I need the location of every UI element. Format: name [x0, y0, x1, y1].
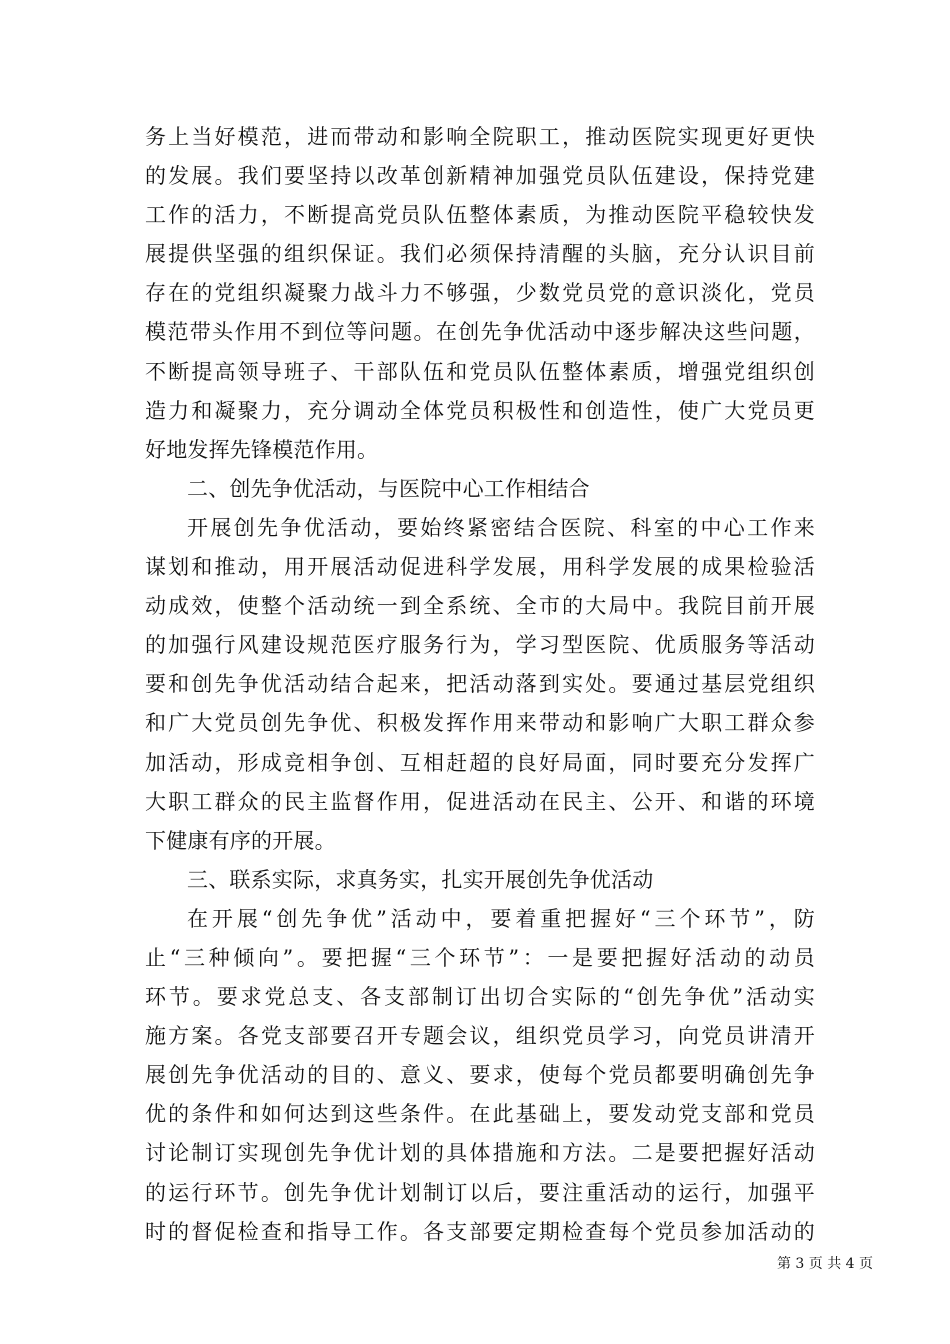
text-line: 加活动，形成竞相争创、互相赶超的良好局面，同时要充分发挥广 [145, 750, 815, 775]
text-line: 好地发挥先锋模范作用。 [145, 437, 379, 462]
text-line: 工作的活力，不断提高党员队伍整体素质，为推动医院平稳较快发 [145, 203, 815, 228]
text-line: 的加强行风建设规范医疗服务行为，学习型医院、优质服务等活动 [145, 633, 815, 658]
text-line: 的发展。我们要坚持以改革创新精神加强党员队伍建设，保持党建 [145, 164, 815, 189]
text-line: 开展创先争优活动，要始终紧密结合医院、科室的中心工作来 [187, 515, 815, 540]
text-line: 模范带头作用不到位等问题。在创先争优活动中逐步解决这些问题， [145, 320, 815, 345]
text-line: 展提供坚强的组织保证。我们必须保持清醒的头脑，充分认识目前 [145, 242, 815, 267]
page-footer [0, 1253, 950, 1273]
text-line: 务上当好模范，进而带动和影响全院职工，推动医院实现更好更快 [145, 125, 815, 149]
text-line: 优的条件和如何达到这些条件。在此基础上，要发动党支部和党员 [145, 1102, 815, 1127]
text-line: 造力和凝聚力，充分调动全体党员积极性和创造性，使广大党员更 [145, 398, 815, 423]
text-line: 三、联系实际，求真务实，扎实开展创先争优活动 [187, 867, 654, 892]
text-line: 施方案。各党支部要召开专题会议，组织党员学习，向党员讲清开 [145, 1024, 815, 1049]
text-line: 在开展“创先争优”活动中，要着重把握好“三个环节”，防 [187, 906, 815, 931]
text-line: 和广大党员创先争优、积极发挥作用来带动和影响广大职工群众参 [145, 711, 815, 736]
text-line: 环节。要求党总支、各支部制订出切合实际的“创先争优”活动实 [145, 985, 815, 1010]
text-line: 时的督促检查和指导工作。各支部要定期检查每个党员参加活动的 [145, 1219, 815, 1244]
text-line: 二、创先争优活动，与医院中心工作相结合 [187, 476, 590, 501]
text-line: 大职工群众的民主监督作用，促进活动在民主、公开、和谐的环境 [145, 789, 815, 814]
text-line: 讨论制订实现创先争优计划的具体措施和方法。二是要把握好活动 [145, 1141, 815, 1166]
text-line: 存在的党组织凝聚力战斗力不够强，少数党员党的意识淡化，党员 [145, 281, 815, 306]
page-number: 第 3 页 共 4 页 [776, 1256, 874, 1272]
text-line: 止“三种倾向”。要把握“三个环节”：一是要把握好活动的动员 [145, 945, 815, 970]
text-line: 展创先争优活动的目的、意义、要求，使每个党员都要明确创先争 [145, 1063, 815, 1088]
text-line: 要和创先争优活动结合起来，把活动落到实处。要通过基层党组织 [145, 672, 815, 697]
body-text [145, 118, 815, 1252]
text-line: 动成效，使整个活动统一到全系统、全市的大局中。我院目前开展 [145, 594, 815, 619]
text-line: 不断提高领导班子、干部队伍和党员队伍整体素质，增强党组织创 [145, 359, 815, 384]
text-line: 的运行环节。创先争优计划制订以后，要注重活动的运行，加强平 [145, 1180, 815, 1205]
text-line: 谋划和推动，用开展活动促进科学发展，用科学发展的成果检验活 [145, 555, 815, 580]
text-line: 下健康有序的开展。 [145, 828, 336, 853]
